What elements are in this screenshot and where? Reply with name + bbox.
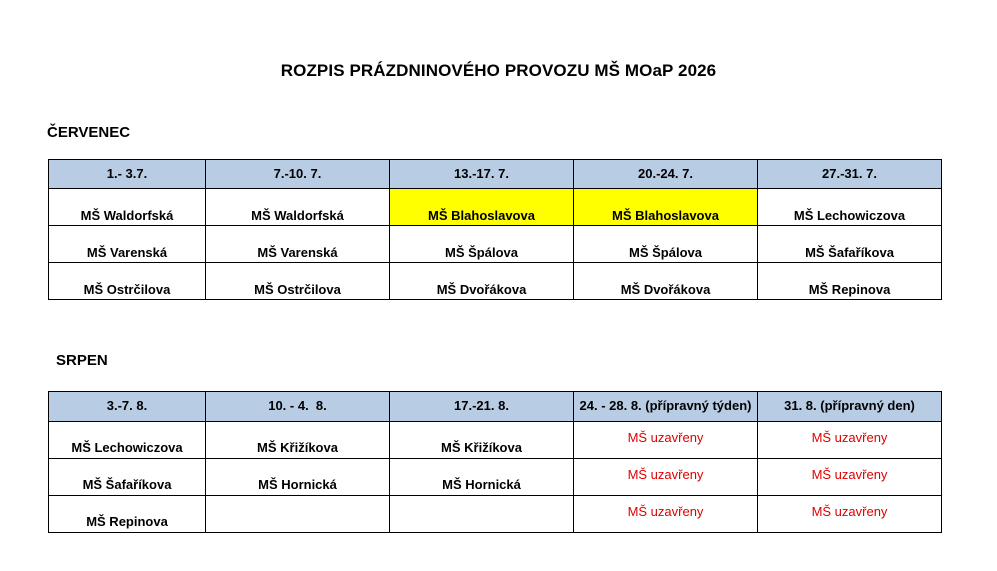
table-cell — [390, 496, 574, 533]
table-row — [49, 496, 942, 533]
column-header: 10. - 4. 8. — [206, 392, 390, 422]
table-cell — [206, 496, 390, 533]
august-schedule-table — [48, 391, 942, 533]
table-header-row — [49, 160, 942, 189]
table-cell-closed: MŠ uzavřeny — [574, 496, 758, 533]
table-cell-highlighted: MŠ Blahoslavova — [574, 189, 758, 226]
column-header: 27.-31. 7. — [758, 160, 942, 189]
page-title: ROZPIS PRÁZDNINOVÉHO PROVOZU MŠ MOaP 2026 — [280, 61, 717, 80]
table-header-row — [49, 392, 942, 422]
table-row — [49, 226, 942, 263]
column-header: 1.- 3.7. — [49, 160, 206, 189]
column-header: 24. - 28. 8. (přípravný týden) — [574, 392, 758, 422]
july-schedule-table — [48, 159, 942, 300]
table-cell-closed: MŠ uzavřeny — [574, 459, 758, 496]
table-cell: MŠ Waldorfská — [206, 189, 390, 226]
table-cell: MŠ Špálova — [390, 226, 574, 263]
table-cell: MŠ Varenská — [49, 226, 206, 263]
table-cell: MŠ Šafaříkova — [49, 459, 206, 496]
table-cell-closed: MŠ uzavřeny — [758, 459, 942, 496]
table-cell: MŠ Křižíkova — [206, 422, 390, 459]
section-label-july: ČERVENEC — [47, 124, 131, 141]
table-cell: MŠ Šafaříkova — [758, 226, 942, 263]
table-row — [49, 263, 942, 300]
table-cell: MŠ Křižíkova — [390, 422, 574, 459]
table-cell: MŠ Hornická — [390, 459, 574, 496]
column-header: 7.-10. 7. — [206, 160, 390, 189]
table-row — [49, 459, 942, 496]
table-row — [49, 189, 942, 226]
table-cell: MŠ Lechowiczova — [758, 189, 942, 226]
table-cell: MŠ Repinova — [49, 496, 206, 533]
table-row — [49, 422, 942, 459]
table-cell: MŠ Špálova — [574, 226, 758, 263]
table-cell-closed: MŠ uzavřeny — [758, 496, 942, 533]
column-header: 31. 8. (přípravný den) — [758, 392, 942, 422]
table-cell: MŠ Waldorfská — [49, 189, 206, 226]
column-header: 20.-24. 7. — [574, 160, 758, 189]
table-cell: MŠ Varenská — [206, 226, 390, 263]
table-cell: MŠ Ostrčilova — [206, 263, 390, 300]
table-cell-closed: MŠ uzavřeny — [758, 422, 942, 459]
column-header: 3.-7. 8. — [49, 392, 206, 422]
table-cell: MŠ Dvořákova — [390, 263, 574, 300]
table-cell: MŠ Dvořákova — [574, 263, 758, 300]
table-cell: MŠ Repinova — [758, 263, 942, 300]
section-label-august: SRPEN — [56, 352, 108, 369]
table-cell: MŠ Lechowiczova — [49, 422, 206, 459]
table-cell: MŠ Ostrčilova — [49, 263, 206, 300]
table-cell-highlighted: MŠ Blahoslavova — [390, 189, 574, 226]
column-header: 13.-17. 7. — [390, 160, 574, 189]
table-cell: MŠ Hornická — [206, 459, 390, 496]
table-cell-closed: MŠ uzavřeny — [574, 422, 758, 459]
column-header: 17.-21. 8. — [390, 392, 574, 422]
